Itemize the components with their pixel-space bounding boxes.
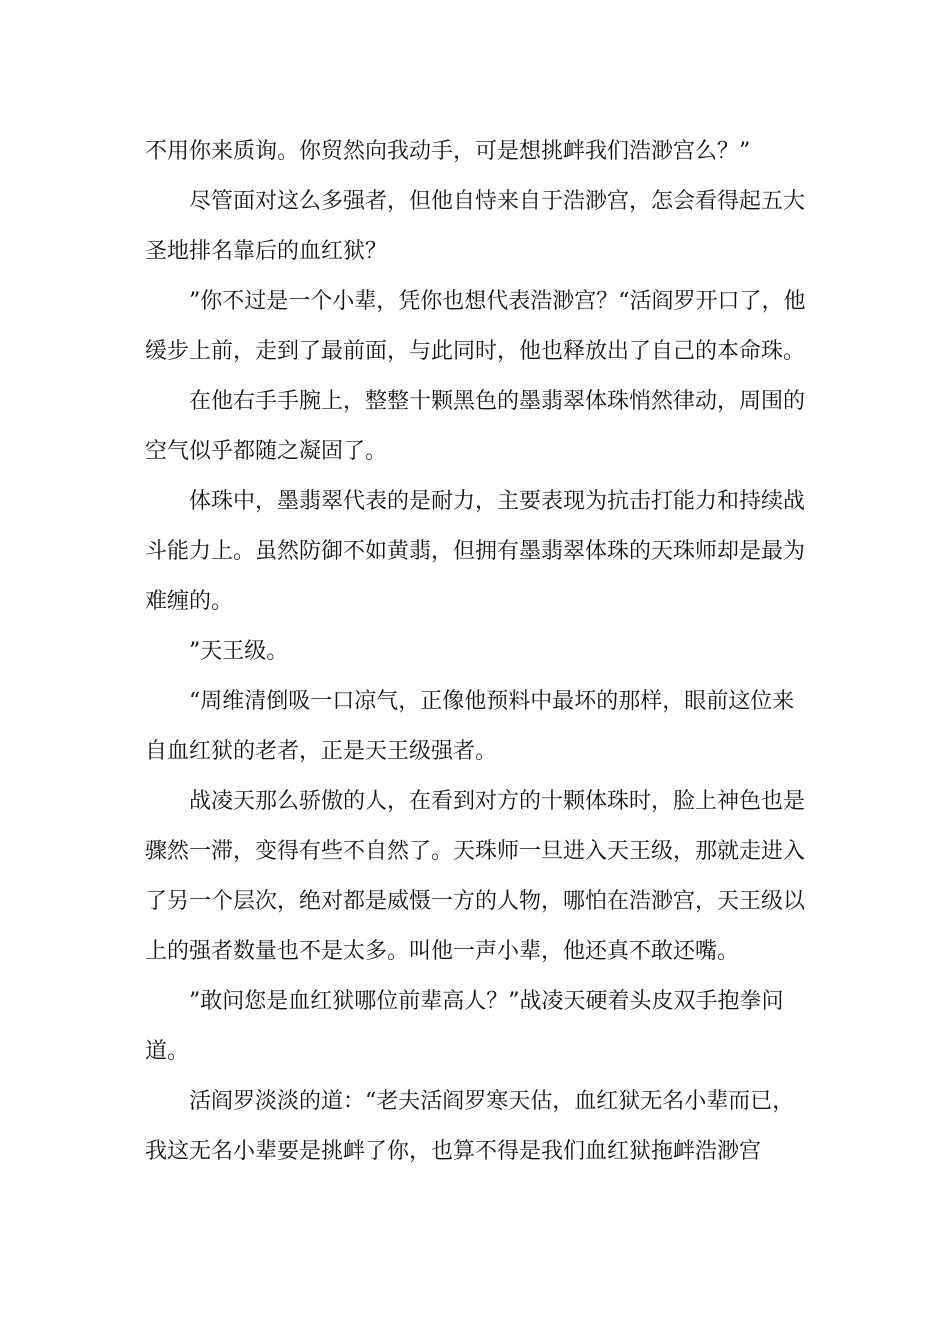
paragraph-2: 尽管面对这么多强者，但他自恃来自于浩渺宫，怎会看得起五大圣地排名靠后的血红狱？ — [145, 189, 806, 264]
document-body — [145, 127, 810, 1177]
paragraph-6: ”天王级。 — [189, 639, 289, 664]
paragraph-4: 在他右手手腕上，整整十颗黑色的墨翡翠体珠悄然律动，周围的空气似乎都随之凝固了。 — [145, 389, 806, 464]
paragraph-10: 活阎罗淡淡的道：“老夫活阎罗寒天估，血红狱无名小辈而已，我这无名小辈要是挑衅了你，也算不得是我们血红狱拖衅浩渺宫 — [145, 1089, 795, 1164]
paragraph-8: 战凌天那么骄傲的人，在看到对方的十颗体珠时，脸上神色也是骤然一滞，变得有些不自然了。天珠师一旦进入天王级，那就走进入了另一个层次，绝对都是威慑一方的人物，哪怕在浩渺宫，天王级以上的强者数量也不是太多。叫他一声小辈，他还真不敢还嘴。 — [145, 789, 806, 964]
paragraph-1: 不用你来质询。你贸然向我动手，可是想挑衅我们浩渺宫么？” — [145, 139, 751, 164]
paragraph-3: ”你不过是一个小辈，凭你也想代表浩渺宫？“活阎罗开口了，他缓步上前，走到了最前面，与此同时，他也释放出了自己的本命珠。 — [145, 289, 806, 364]
paragraph-7: “周维清倒吸一口凉气，正像他预料中最坏的那样，眼前这位来自血红狱的老者，正是天王级强者。 — [145, 689, 795, 764]
paragraph-5: 体珠中，墨翡翠代表的是耐力，主要表现为抗击打能力和持续战斗能力上。虽然防御不如黄翡，但拥有墨翡翠体珠的天珠师却是最为难缠的。 — [145, 489, 806, 614]
paragraph-9: ”敢问您是血红狱哪位前辈高人？”战凌天硬着头皮双手抱拳问道。 — [145, 989, 784, 1064]
